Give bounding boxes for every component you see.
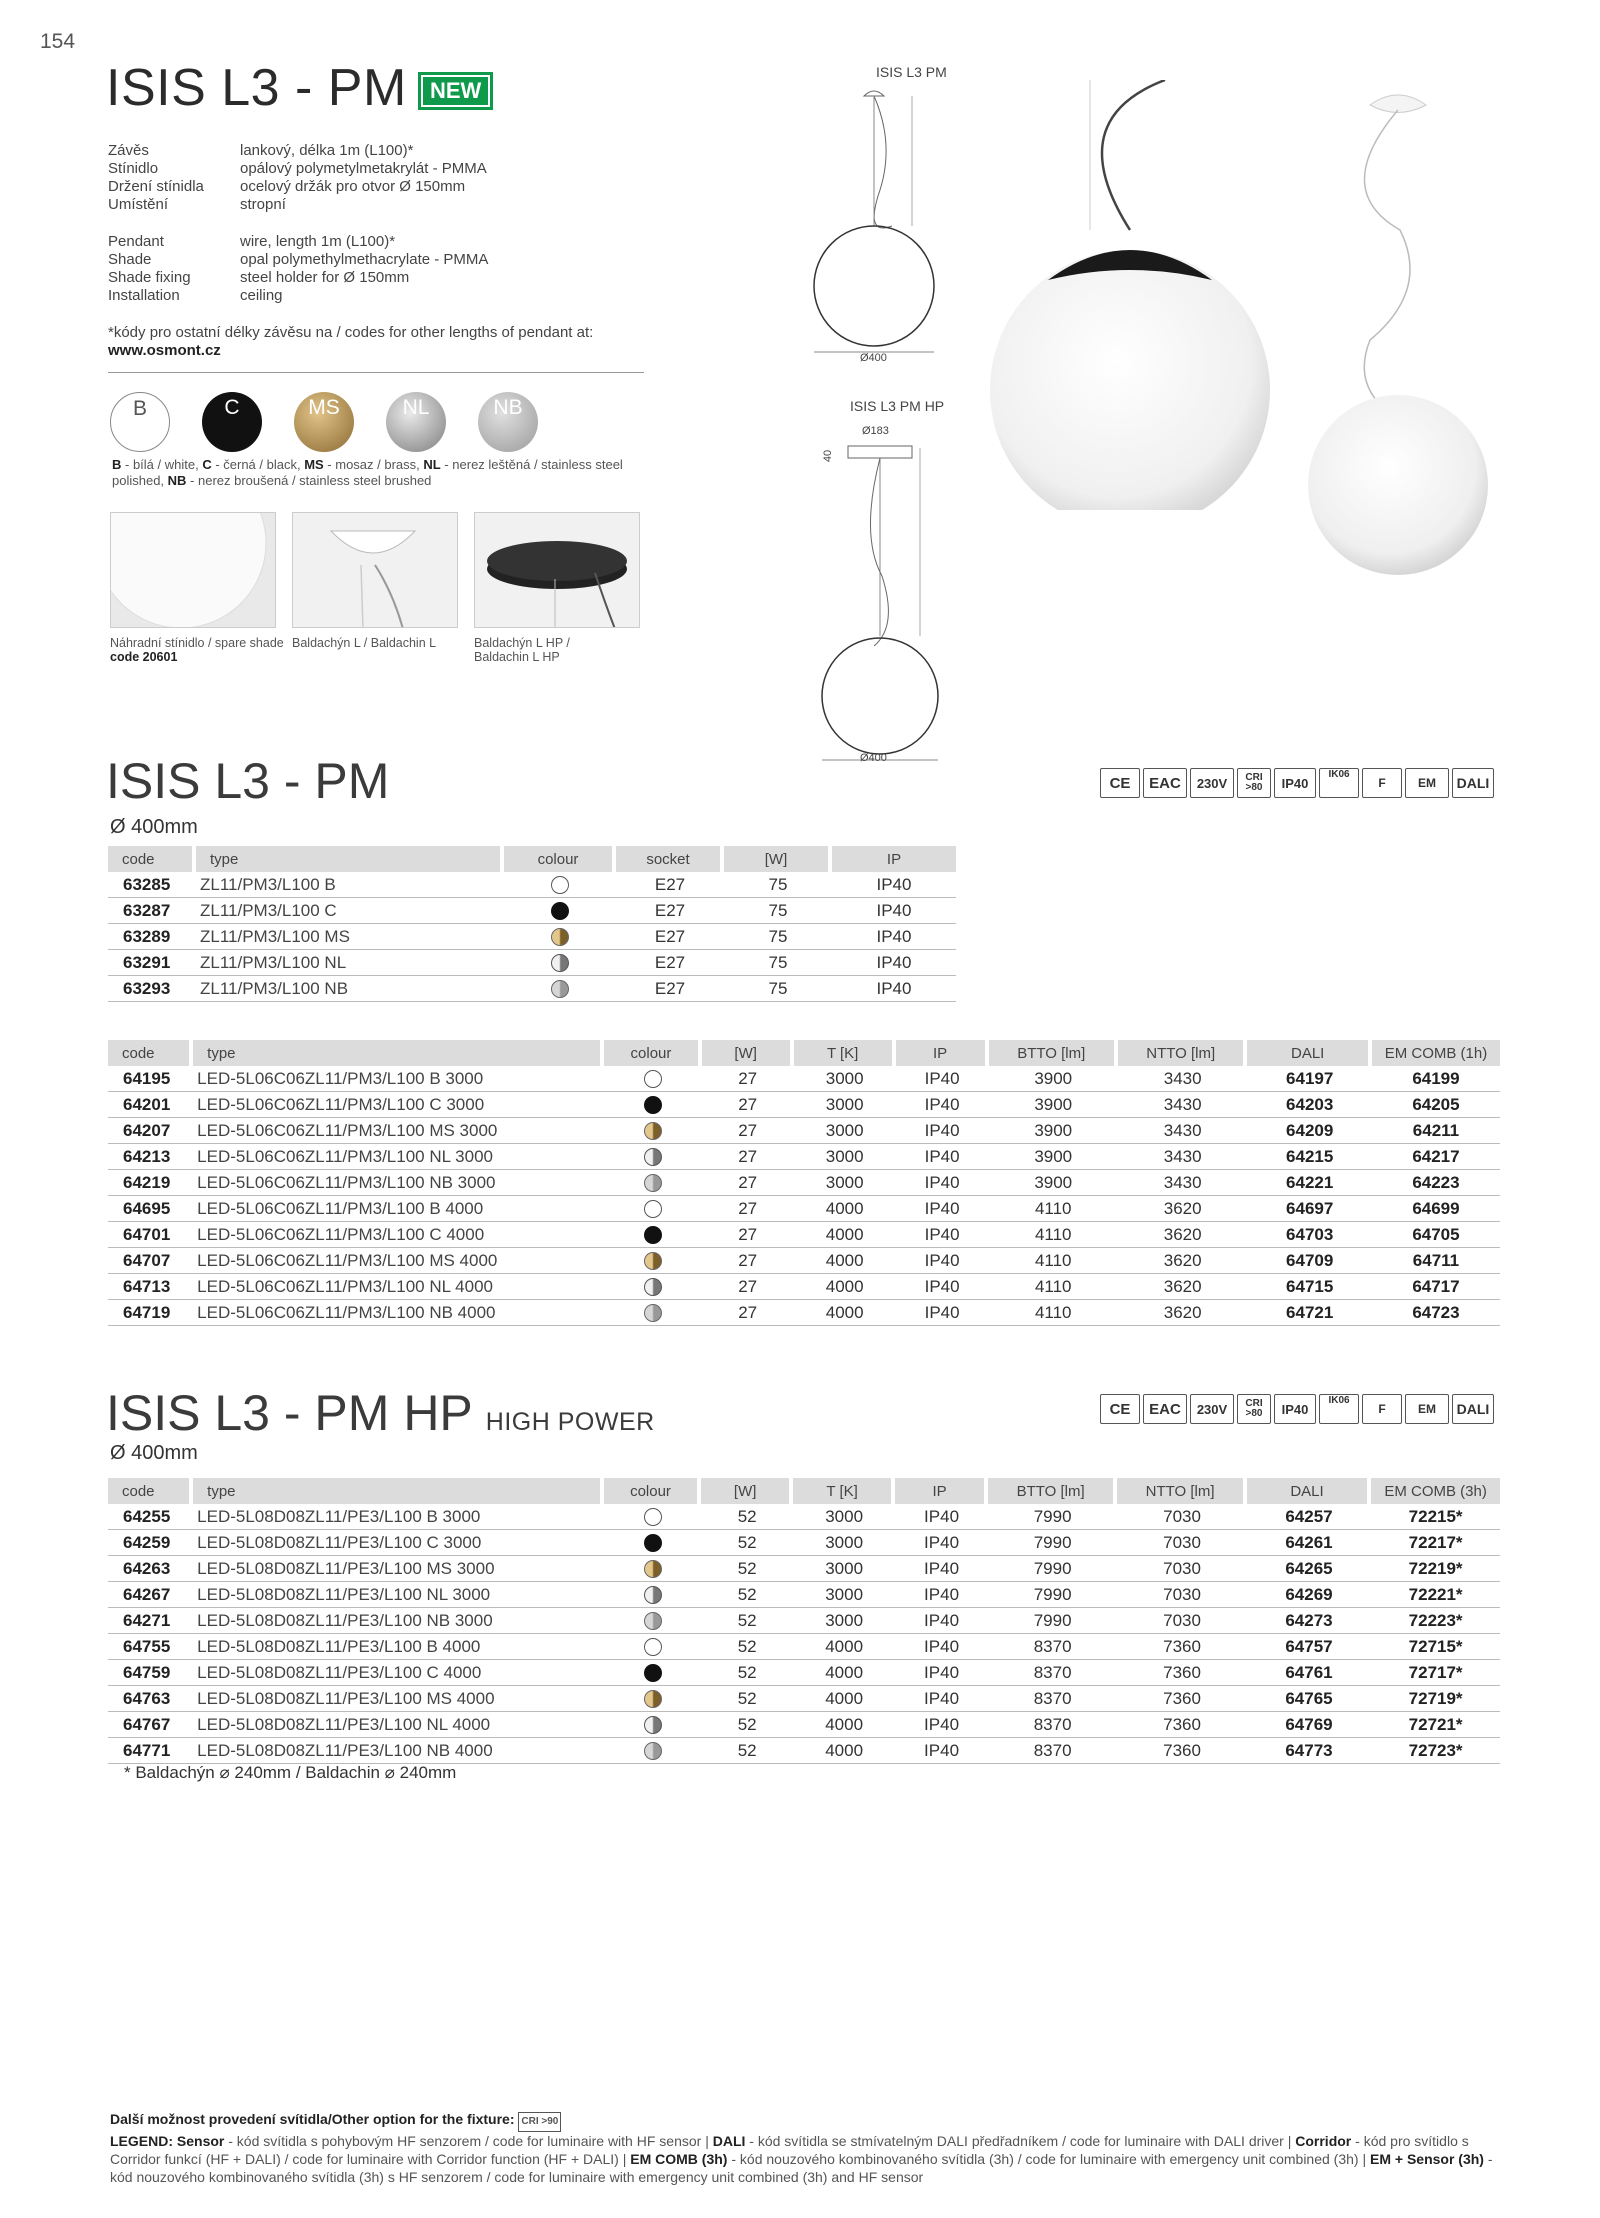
colour-dot-c-icon — [644, 1096, 662, 1114]
colour-dot-ms-icon — [644, 1252, 662, 1270]
colour-dot-nb-icon — [644, 1742, 662, 1760]
product-photo-white — [1290, 90, 1510, 580]
spec-key: Shade — [108, 251, 152, 268]
specs-en — [108, 233, 488, 305]
table-row: 64771 LED-5L08D08ZL11/PE3/L100 NB 4000 52 4000 IP40 8370 7360 64773 72723* — [108, 1738, 1500, 1764]
spec-key: Shade fixing — [108, 269, 191, 286]
colour-dot-nl-icon — [644, 1716, 662, 1734]
cert-icons-2 — [1100, 1394, 1494, 1424]
baldachin-l-caption: Baldachýn L / Baldachin L — [292, 636, 437, 650]
divider — [108, 372, 644, 373]
section2-subtitle: HIGH POWER — [485, 1408, 655, 1436]
spec-key: Umístění — [108, 196, 169, 213]
baldachin-l-hp-image — [475, 513, 640, 628]
col-watt: [W] — [724, 846, 832, 872]
table-row: 64195 LED-5L06C06ZL11/PM3/L100 B 3000 27 3000 IP40 3900 3430 64197 64199 — [108, 1066, 1500, 1092]
section1-title: ISIS L3 - PM — [106, 753, 390, 809]
colour-dot-c-icon — [644, 1534, 662, 1552]
emergency-exit-icon: EM — [1405, 768, 1449, 798]
table-row: 64759 LED-5L08D08ZL11/PE3/L100 C 4000 52 4000 IP40 8370 7360 64761 72717* — [108, 1660, 1500, 1686]
table-row: 64701 LED-5L06C06ZL11/PM3/L100 C 4000 27 4000 IP40 4110 3620 64703 64705 — [108, 1222, 1500, 1248]
col-colour: colour — [504, 846, 616, 872]
voltage-icon: 230V — [1190, 1394, 1234, 1424]
colour-dot-c-icon — [644, 1226, 662, 1244]
colour-dot-ms-icon — [644, 1690, 662, 1708]
col-temp: T [K] — [794, 1040, 896, 1066]
table-row: 64213 LED-5L06C06ZL11/PM3/L100 NL 3000 27 3000 IP40 3900 3430 64215 64217 — [108, 1144, 1500, 1170]
baldachin-l-thumb — [292, 512, 458, 628]
table-row: 64255 LED-5L08D08ZL11/PE3/L100 B 3000 52 3000 IP40 7990 7030 64257 72215* — [108, 1504, 1500, 1530]
table-row: 64695 LED-5L06C06ZL11/PM3/L100 B 4000 27 4000 IP40 4110 3620 64697 64699 — [108, 1196, 1500, 1222]
spec-value: steel holder for Ø 150mm — [240, 269, 410, 286]
table-led-hp — [108, 1478, 1500, 1764]
ip40-icon: IP40 — [1274, 1394, 1316, 1424]
table-row: 64707 LED-5L06C06ZL11/PM3/L100 MS 4000 27 4000 IP40 4110 3620 64709 64711 — [108, 1248, 1500, 1274]
swatch-nb: NB — [478, 392, 538, 452]
baldachin-l-image — [293, 513, 458, 628]
colour-dot-ms-icon — [644, 1122, 662, 1140]
eac-icon: EAC — [1143, 768, 1187, 798]
col-ntto: NTTO [lm] — [1118, 1040, 1248, 1066]
ik06-icon: IK06 — [1319, 768, 1359, 798]
table-row: 64767 LED-5L08D08ZL11/PE3/L100 NL 4000 52 4000 IP40 8370 7360 64769 72721* — [108, 1712, 1500, 1738]
colour-dot-b-icon — [644, 1070, 662, 1088]
colour-dot-nb-icon — [644, 1304, 662, 1322]
baldachin-footnote: * Baldachýn ⌀ 240mm / Baldachin ⌀ 240mm — [124, 1763, 457, 1782]
f-mark-icon: F — [1362, 1394, 1402, 1424]
colour-dot-nl-icon — [644, 1586, 662, 1604]
colour-dot-b-icon — [644, 1200, 662, 1218]
swatch-white: B — [110, 392, 170, 452]
col-code: code — [108, 1478, 193, 1504]
col-btto: BTTO [lm] — [988, 1478, 1117, 1504]
section2-title-text: ISIS L3 - PM HP — [106, 1385, 472, 1441]
col-dali: DALI — [1247, 1478, 1371, 1504]
ce-icon: CE — [1100, 768, 1140, 798]
col-socket: socket — [616, 846, 724, 872]
cri-icon: CRI >80 — [1237, 768, 1271, 798]
page-number: 154 — [40, 30, 76, 53]
drawing-dia-pm: Ø400 — [860, 352, 887, 364]
spec-key: Installation — [108, 287, 180, 304]
drawing-pm — [800, 86, 960, 376]
baldachin-l-hp-caption: Baldachýn L HP / Baldachin L HP — [474, 636, 570, 664]
voltage-icon: 230V — [1190, 768, 1234, 798]
f-mark-icon: F — [1362, 768, 1402, 798]
cri-icon: CRI >80 — [1237, 1394, 1271, 1424]
drawing-dia-hp: Ø400 — [860, 752, 887, 764]
col-ip: IP — [832, 846, 956, 872]
table-row: 63291 ZL11/PM3/L100 NL E27 75 IP40 — [108, 950, 956, 976]
cert-icons-1 — [1100, 768, 1494, 798]
spec-value: ceiling — [240, 287, 283, 304]
swatch-brass: MS — [294, 392, 354, 452]
emergency-exit-icon: EM — [1405, 1394, 1449, 1424]
col-em: EM COMB (1h) — [1372, 1040, 1500, 1066]
col-ip: IP — [895, 1478, 988, 1504]
table-row: 64201 LED-5L06C06ZL11/PM3/L100 C 3000 27 3000 IP40 3900 3430 64203 64205 — [108, 1092, 1500, 1118]
footer-legend: Další možnost provedení svítidla/Other option for the fixture: CRI >90 LEGEND: Sensor - kód svítidla s pohybovým HF senzorem / code for luminaire with HF sensor | DALI - kód svítidla se stmívatelným DALI předřadníkem / code for luminaire with DALI driver | Corridor - kód pro svítidlo s Corridor funkcí (HF + DALI) / code for luminaire with Corridor function (HF + DALI) | EM COMB (3h) - kód nouzového kombinovaného svítidla (3h) / code for luminaire with emergency unit combined (3h) | EM + Sensor (3h) - kód nouzového kombinovaného svítidla (3h) s HF senzorem / code for luminaire with emergency unit combined (3h) and HF sensor — [110, 2111, 1493, 2185]
col-dali: DALI — [1247, 1040, 1371, 1066]
cri90-icon: CRI >90 — [518, 2112, 561, 2132]
col-type: type — [196, 846, 504, 872]
dali-icon: DALI — [1452, 768, 1494, 798]
swatch-nl: NL — [386, 392, 446, 452]
col-code: code — [108, 846, 196, 872]
table-e27 — [108, 846, 956, 1002]
spec-key: Držení stínidla — [108, 178, 204, 195]
colour-dot-nb-icon — [644, 1174, 662, 1192]
spec-value: wire, length 1m (L100)* — [240, 233, 396, 250]
colour-dot-nb-icon — [551, 980, 569, 998]
colour-dot-b-icon — [644, 1638, 662, 1656]
spare-shade-thumb — [110, 512, 276, 628]
col-temp: T [K] — [793, 1478, 895, 1504]
pendant-note — [108, 324, 648, 360]
table-row: 64267 LED-5L08D08ZL11/PE3/L100 NL 3000 52 3000 IP40 7990 7030 64269 72221* — [108, 1582, 1500, 1608]
specs-cz — [108, 142, 487, 214]
product-photo-black — [980, 80, 1280, 510]
colour-dot-ms-icon — [644, 1560, 662, 1578]
colour-legend: B - bílá / white, C - černá / black, MS - mosaz / brass, NL - nerez leštěná / stainless steel polished, NB - nerez broušená / stainless steel brushed — [112, 457, 623, 488]
spec-value: stropní — [240, 196, 286, 213]
drawing-label-hp: ISIS L3 PM HP — [850, 398, 945, 414]
spec-value: lankový, délka 1m (L100)* — [240, 142, 414, 159]
colour-dot-nl-icon — [551, 954, 569, 972]
colour-dot-b-icon — [551, 876, 569, 894]
table-row: 64263 LED-5L08D08ZL11/PE3/L100 MS 3000 52 3000 IP40 7990 7030 64265 72219* — [108, 1556, 1500, 1582]
col-type: type — [193, 1478, 604, 1504]
col-watt: [W] — [701, 1478, 793, 1504]
ik06-icon: IK06 — [1319, 1394, 1359, 1424]
colour-dot-nl-icon — [644, 1148, 662, 1166]
note-text: *kódy pro ostatní délky závěsu na / codes for other lengths of pendant at: — [108, 324, 594, 341]
table-row: 63285 ZL11/PM3/L100 B E27 75 IP40 — [108, 872, 956, 898]
col-watt: [W] — [702, 1040, 794, 1066]
table-row: 64719 LED-5L06C06ZL11/PM3/L100 NB 4000 27 4000 IP40 4110 3620 64721 64723 — [108, 1300, 1500, 1326]
table-row: 63287 ZL11/PM3/L100 C E27 75 IP40 — [108, 898, 956, 924]
table-row: 64271 LED-5L08D08ZL11/PE3/L100 NB 3000 52 3000 IP40 7990 7030 64273 72223* — [108, 1608, 1500, 1634]
table-row: 63293 ZL11/PM3/L100 NB E27 75 IP40 — [108, 976, 956, 1002]
spec-value: opálový polymetylmetakrylát - PMMA — [240, 160, 487, 177]
col-colour: colour — [604, 1478, 701, 1504]
spec-value: opal polymethylmethacrylate - PMMA — [240, 251, 489, 268]
section2-title — [106, 1384, 655, 1442]
website-link[interactable]: www.osmont.cz — [108, 342, 221, 359]
drawing-dia-hp-top: Ø183 — [862, 425, 889, 437]
col-code: code — [108, 1040, 193, 1066]
colour-dot-c-icon — [551, 902, 569, 920]
dali-icon: DALI — [1452, 1394, 1494, 1424]
section1-diameter: Ø 400mm — [110, 816, 198, 838]
colour-dot-b-icon — [644, 1508, 662, 1526]
table-row: 64207 LED-5L06C06ZL11/PM3/L100 MS 3000 27 3000 IP40 3900 3430 64209 64211 — [108, 1118, 1500, 1144]
baldachin-l-hp-thumb — [474, 512, 640, 628]
table-row: 64755 LED-5L08D08ZL11/PE3/L100 B 4000 52 4000 IP40 8370 7360 64757 72715* — [108, 1634, 1500, 1660]
swatch-black: C — [202, 392, 262, 452]
drawing-label-pm: ISIS L3 PM — [876, 64, 947, 80]
col-colour: colour — [604, 1040, 702, 1066]
spec-key: Pendant — [108, 233, 164, 250]
spare-shade-caption: Náhradní stínidlo / spare shade code 20601 — [110, 636, 284, 664]
colour-dot-c-icon — [644, 1664, 662, 1682]
col-btto: BTTO [lm] — [989, 1040, 1118, 1066]
drawing-height-hp: 40 — [822, 449, 835, 463]
col-em: EM COMB (3h) — [1371, 1478, 1500, 1504]
table-row: 64763 LED-5L08D08ZL11/PE3/L100 MS 4000 52 4000 IP40 8370 7360 64765 72719* — [108, 1686, 1500, 1712]
spec-key: Závěs — [108, 142, 149, 159]
product-title: ISIS L3 - PM — [106, 59, 407, 117]
ce-icon: CE — [1100, 1394, 1140, 1424]
col-ntto: NTTO [lm] — [1117, 1478, 1246, 1504]
table-row: 64259 LED-5L08D08ZL11/PE3/L100 C 3000 52 3000 IP40 7990 7030 64261 72217* — [108, 1530, 1500, 1556]
col-ip: IP — [896, 1040, 989, 1066]
drawing-hp — [810, 436, 950, 766]
table-row: 64219 LED-5L06C06ZL11/PM3/L100 NB 3000 27 3000 IP40 3900 3430 64221 64223 — [108, 1170, 1500, 1196]
colour-dot-ms-icon — [551, 928, 569, 946]
spec-value: ocelový držák pro otvor Ø 150mm — [240, 178, 466, 195]
eac-icon: EAC — [1143, 1394, 1187, 1424]
col-type: type — [193, 1040, 604, 1066]
ip40-icon: IP40 — [1274, 768, 1316, 798]
spare-shade-image — [111, 513, 276, 628]
colour-dot-nb-icon — [644, 1612, 662, 1630]
new-badge: NEW — [418, 72, 493, 110]
spec-key: Stínidlo — [108, 160, 159, 177]
section2-diameter: Ø 400mm — [110, 1442, 198, 1464]
colour-dot-nl-icon — [644, 1278, 662, 1296]
table-row: 63289 ZL11/PM3/L100 MS E27 75 IP40 — [108, 924, 956, 950]
table-row: 64713 LED-5L06C06ZL11/PM3/L100 NL 4000 27 4000 IP40 4110 3620 64715 64717 — [108, 1274, 1500, 1300]
table-led-pm — [108, 1040, 1500, 1326]
